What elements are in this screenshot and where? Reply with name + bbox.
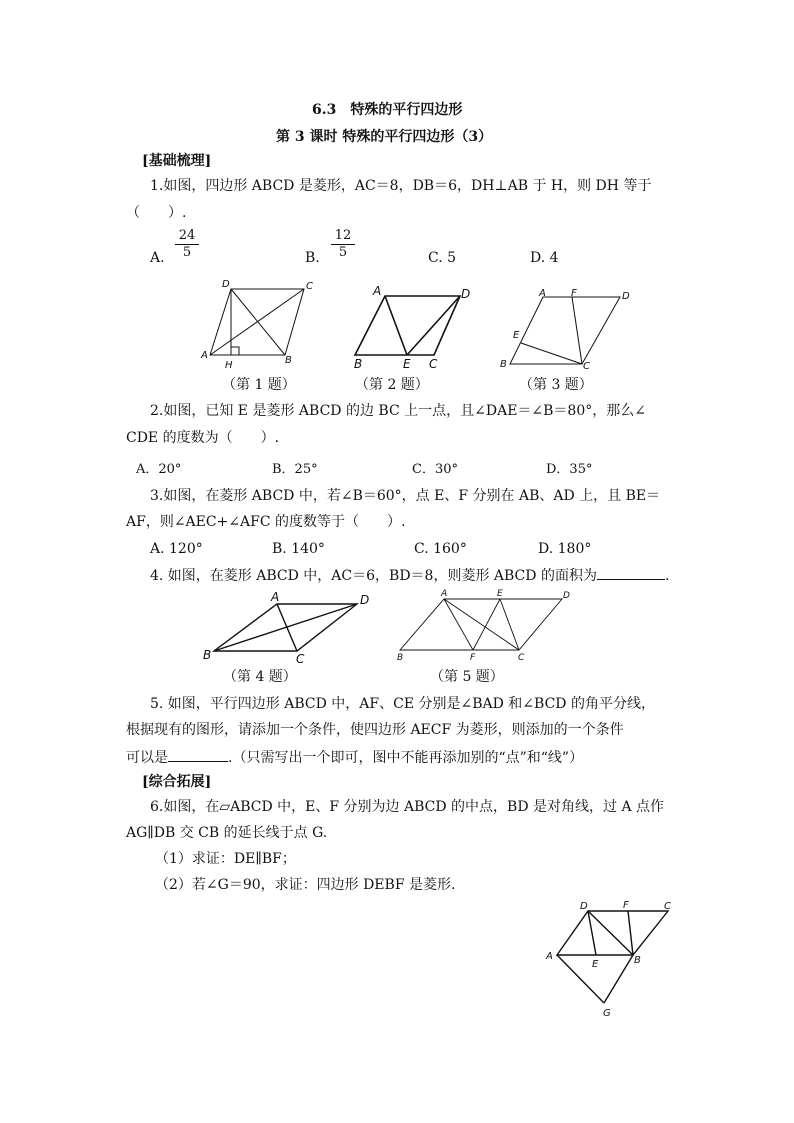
figure-1-caption: （第 1 题） [222,377,296,393]
fig5-label-e: E [497,589,503,599]
q2-option-d: D．35° [546,462,593,477]
fig2-label-a: A [373,284,382,298]
fig3-label-b: B [500,359,507,370]
fig5-label-d: D [563,591,570,601]
figure-5-caption: （第 5 题） [430,669,504,685]
q3-option-a: A. 120° [150,541,203,557]
fig1-label-a: A [201,350,208,361]
fig3-label-d: D [622,291,630,302]
q1-option-b-denominator: 5 [338,245,348,260]
fig2-label-d: D [461,287,471,301]
lesson-subtitle: 第 3 课时 特殊的平行四边形（3） [276,129,493,145]
q4-end: . [664,568,670,584]
fig1-label-c: C [306,281,313,292]
q2-option-b: B．25° [272,462,318,477]
q1-option-b: B. [305,250,320,266]
fig4-label-a: A [271,590,280,604]
q6-line2: AG∥DB 交 CB 的延长线于点 G. [126,825,328,841]
fig2-label-b: B [354,357,363,371]
q2-option-a: A．20° [136,462,182,477]
fig3-label-e: E [513,330,520,341]
fig5-label-b: B [397,653,404,663]
section-heading-extended: [综合拓展] [142,774,212,790]
figure-3-caption: （第 3 题） [519,377,593,393]
fig1-label-b: B [285,355,292,366]
q3-line2: AF，则∠AEC+∠AFC 的度数等于（ ）. [126,514,406,530]
q1-option-a-denominator: 5 [182,245,192,260]
q2-line1: 2.如图，已知 E 是菱形 ABCD 的边 BC 上一点，且∠DAE＝∠B＝80°，那么∠ [150,403,646,419]
q2-line2: CDE 的度数为（ ）. [126,430,280,446]
q3-option-d: D. 180° [538,541,592,557]
q3-option-b: B. 140° [272,541,325,557]
fig3-label-f: F [571,288,577,299]
q2-option-c: C．30° [412,462,458,477]
fig5-label-c: C [518,653,525,663]
fig6-label-d: D [580,901,588,912]
q3-option-c: C. 160° [414,541,467,557]
q4-statement: 4. 如图，在菱形 ABCD 中，AC＝6，BD＝8，则菱形 ABCD 的面积为 [150,568,597,584]
q5-line3-start: 可以是 [126,750,168,766]
q5-line1: 5. 如图，平行四边形 ABCD 中，AF、CE 分别是∠BAD 和∠BCD 的角平分线， [150,696,655,712]
fig4-label-b: B [203,648,212,662]
fig2-label-e: E [403,357,411,371]
q5-line2: 根据现有的图形，请添加一个条件，使四边形 AECF 为菱形，则添加的一个条件 [126,722,624,738]
fig5-label-f: F [470,653,476,663]
q1-option-d: D. 4 [530,250,559,266]
q1-option-a: A. [150,250,165,266]
figure-4-caption: （第 4 题） [223,669,297,685]
figure-2-caption: （第 2 题） [355,377,429,393]
q5-line3-end: .（只需写出一个即可，图中不能再添加别的“点”和“线”） [228,750,584,766]
fig2-label-c: C [429,357,438,371]
q6-part1: （1）求证：DE∥BF； [155,851,296,867]
fig1-label-d: D [222,279,230,290]
fig5-label-a: A [441,589,448,599]
fig4-label-c: C [296,652,305,666]
q1-line2: （ ）. [126,205,187,221]
q3-line1: 3.如图，在菱形 ABCD 中，若∠B＝60°，点 E、F 分别在 AB、AD 上，且 BE＝ [150,488,661,504]
q1-option-b-numerator: 12 [331,229,355,245]
fig6-label-e: E [592,959,599,970]
q1-option-c: C. 5 [428,250,457,266]
fig3-label-c: C [583,361,590,372]
fig6-label-f: F [623,900,629,911]
fig6-label-c: C [664,901,671,912]
fig3-label-a: A [539,288,546,299]
page-title: 6.3 特殊的平行四边形 [312,102,463,118]
fig6-label-a: A [546,951,553,962]
fig6-label-b: B [634,955,641,966]
section-heading-basic: [基础梳理] [142,153,212,169]
fig1-label-h: H [225,360,233,371]
q6-part2: （2）若∠G＝90，求证：四边形 DEBF 是菱形. [155,877,456,893]
q1-option-a-numerator: 24 [175,229,199,245]
fig4-label-d: D [360,593,370,607]
q1-line1: 1.如图，四边形 ABCD 是菱形，AC＝8，DB＝6，DH⊥AB 于 H，则 DH 等于 [150,178,652,194]
q6-line1: 6.如图，在▱ABCD 中，E、F 分别为边 ABCD 的中点，BD 是对角线，过 A 点作 [150,799,665,815]
fig6-label-g: G [603,1008,611,1019]
